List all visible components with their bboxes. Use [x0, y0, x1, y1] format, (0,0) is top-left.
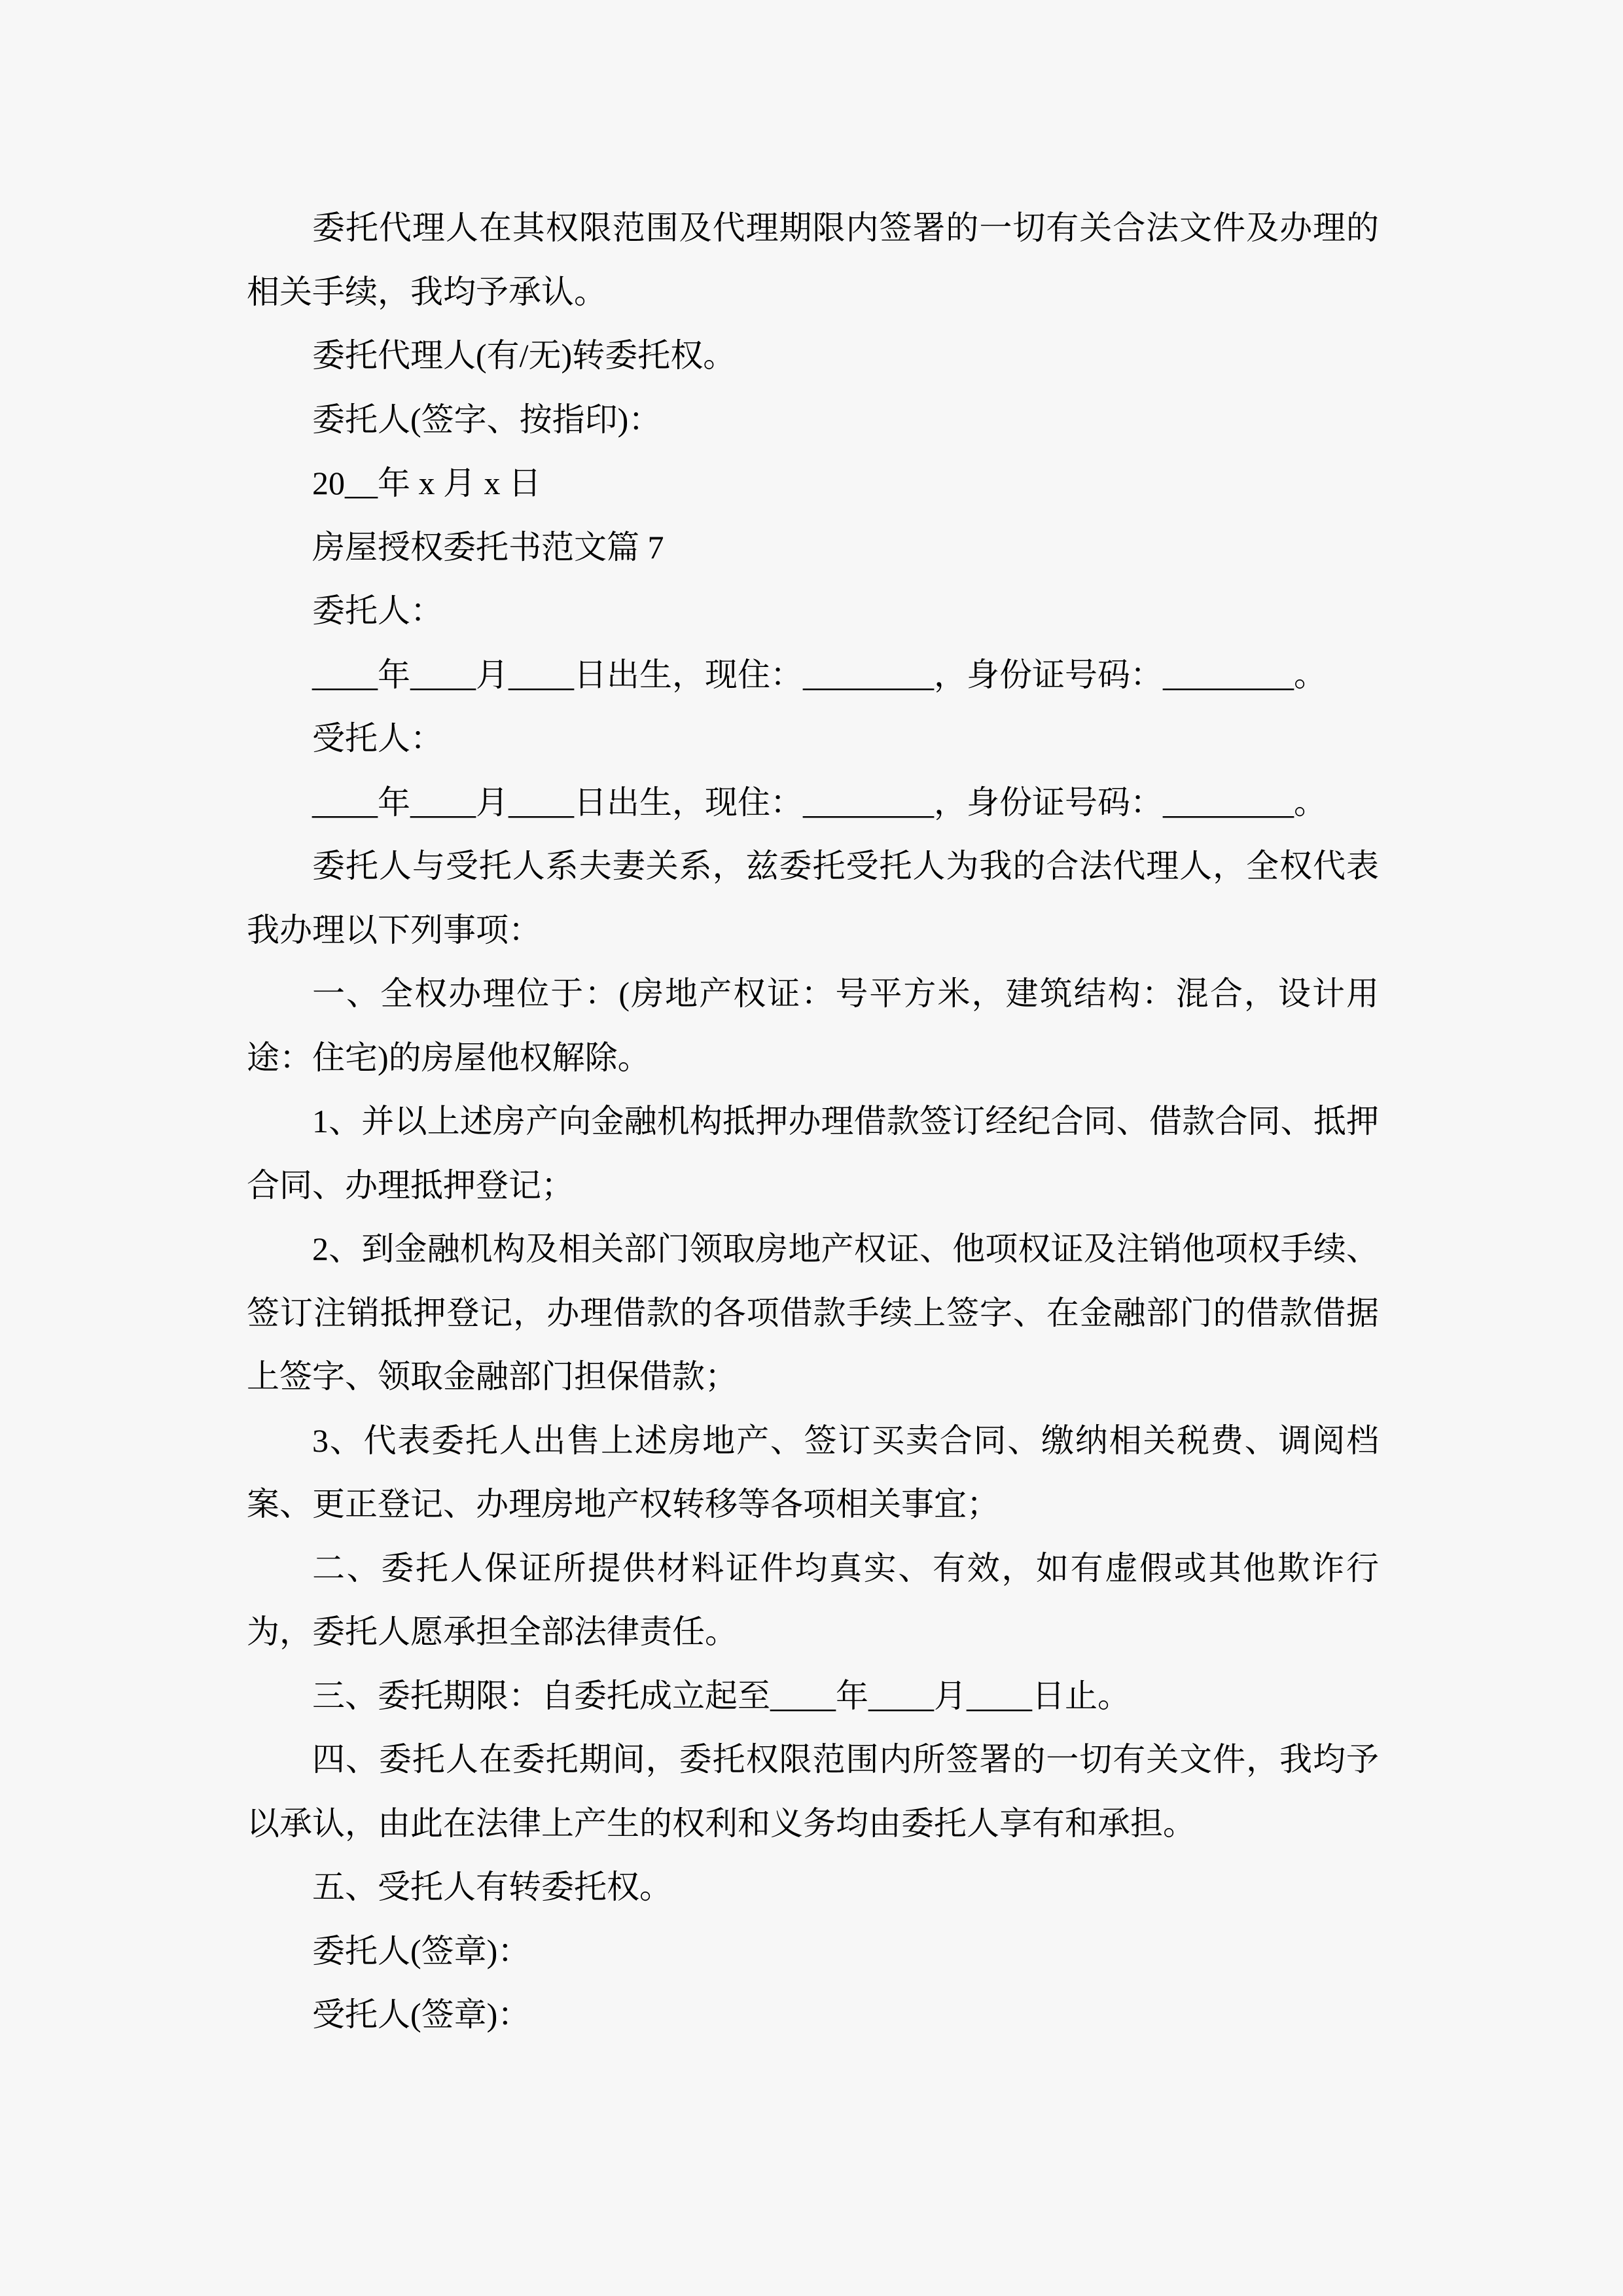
paragraph-item-one: 一、全权办理位于：(房地产权证：号平方米，建筑结构：混合，设计用途：住宅)的房屋他权解除。: [247, 975, 1379, 1076]
paragraph-relationship-intro: 委托人与受托人系夫妻关系，兹委托受托人为我的合法代理人，全权代表我办理以下列事项：: [247, 848, 1379, 948]
paragraph-principal-seal-label: 委托人(签章)：: [312, 1932, 531, 1969]
document-body: [247, 196, 1379, 2047]
paragraph-item-three-term: 三、委托期限：自委托成立起至____年____月____日止。: [312, 1677, 1130, 1714]
paragraph-trustee-birth-id-blanks: ____年____月____日出生，现住：________，身份证号码：________。: [312, 783, 1327, 821]
paragraph-item-one-sub-2: 2、到金融机构及相关部门领取房地产权证、他项权证及注销他项权手续、签订注销抵押登记，办理借款的各项借款手续上签字、在金融部门的借款借据上签字、领取金融部门担保借款；: [247, 1230, 1379, 1395]
paragraph-principal-signature-label: 委托人(签字、按指印)：: [312, 401, 662, 438]
paragraph-principal-label: 委托人：: [312, 592, 443, 629]
paragraph-item-five: 五、受托人有转委托权。: [312, 1869, 672, 1905]
paragraph-item-four: 四、委托人在委托期间，委托权限范围内所签署的一切有关文件，我均予以承认，由此在法律上产生的权利和义务均由委托人享有和承担。: [247, 1741, 1379, 1842]
paragraph-item-one-sub-1: 1、并以上述房产向金融机构抵押办理借款签订经纪合同、借款合同、抵押合同、办理抵押登记；: [247, 1103, 1379, 1204]
paragraph-sub-delegation: 委托代理人(有/无)转委托权。: [312, 337, 736, 374]
paragraph-trustee-seal-label: 受托人(签章)：: [312, 1996, 531, 2033]
paragraph-date-line: 20__年 x 月 x 日: [312, 465, 541, 501]
section-title: 房屋授权委托书范文篇 7: [312, 528, 664, 565]
paragraph-item-one-sub-3: 3、代表委托人出售上述房地产、签订买卖合同、缴纳相关税费、调阅档案、更正登记、办理房地产权转移等各项相关事宜；: [247, 1422, 1379, 1522]
paragraph-acknowledgement: 委托代理人在其权限范围及代理期限内签署的一切有关合法文件及办理的相关手续，我均予承认。: [247, 209, 1379, 310]
paragraph-principal-birth-id-blanks: ____年____月____日出生，现住：________，身份证号码：________。: [312, 656, 1327, 693]
paragraph-item-two: 二、委托人保证所提供材料证件均真实、有效，如有虚假或其他欺诈行为，委托人愿承担全部法律责任。: [247, 1549, 1379, 1650]
paragraph-trustee-label: 受托人：: [312, 720, 443, 757]
